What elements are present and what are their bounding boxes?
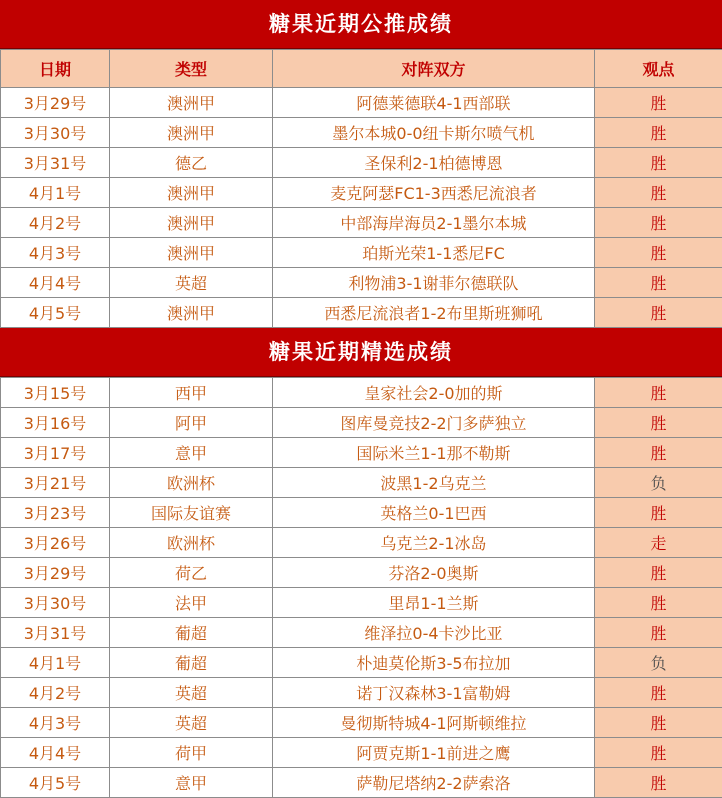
table-row	[1, 648, 722, 678]
match-cell: 朴迪莫伦斯3-5布拉加	[273, 648, 595, 678]
date-cell: 3月30号	[1, 588, 110, 618]
result-cell: 胜	[595, 408, 722, 438]
match-cell: 西悉尼流浪者1-2布里斯班狮吼	[273, 298, 595, 328]
section1-rows	[1, 88, 722, 328]
match-cell: 芬洛2-0奥斯	[273, 558, 595, 588]
result-cell: 胜	[595, 378, 722, 408]
result-cell: 胜	[595, 268, 722, 298]
result-cell: 胜	[595, 558, 722, 588]
match-cell: 阿德莱德联4-1西部联	[273, 88, 595, 118]
result-cell: 胜	[595, 298, 722, 328]
match-cell: 珀斯光荣1-1悉尼FC	[273, 238, 595, 268]
league-cell: 阿甲	[110, 408, 273, 438]
table-row	[1, 438, 722, 468]
league-cell: 英超	[110, 708, 273, 738]
result-cell: 胜	[595, 588, 722, 618]
league-cell: 意甲	[110, 768, 273, 798]
result-cell: 走	[595, 528, 722, 558]
section2-table	[0, 377, 722, 798]
date-cell: 4月4号	[1, 268, 110, 298]
league-cell: 英超	[110, 678, 273, 708]
result-cell: 胜	[595, 618, 722, 648]
table-row	[1, 208, 722, 238]
match-cell: 墨尔本城0-0纽卡斯尔喷气机	[273, 118, 595, 148]
date-cell: 4月2号	[1, 678, 110, 708]
date-cell: 3月29号	[1, 558, 110, 588]
league-cell: 英超	[110, 268, 273, 298]
section2-title: 糖果近期精选成绩	[0, 328, 722, 377]
league-cell: 澳洲甲	[110, 298, 273, 328]
table-row	[1, 498, 722, 528]
league-cell: 意甲	[110, 438, 273, 468]
league-cell: 欧洲杯	[110, 468, 273, 498]
date-cell: 3月21号	[1, 468, 110, 498]
header-result: 观点	[595, 50, 722, 88]
match-cell: 维泽拉0-4卡沙比亚	[273, 618, 595, 648]
table-row	[1, 738, 722, 768]
table-row	[1, 408, 722, 438]
result-cell: 胜	[595, 768, 722, 798]
result-cell: 胜	[595, 148, 722, 178]
match-cell: 波黑1-2乌克兰	[273, 468, 595, 498]
date-cell: 4月1号	[1, 648, 110, 678]
table-row	[1, 378, 722, 408]
date-cell: 4月5号	[1, 768, 110, 798]
date-cell: 4月1号	[1, 178, 110, 208]
date-cell: 4月2号	[1, 208, 110, 238]
date-cell: 4月3号	[1, 238, 110, 268]
date-cell: 3月29号	[1, 88, 110, 118]
table-row	[1, 178, 722, 208]
table-row	[1, 118, 722, 148]
match-cell: 利物浦3-1谢菲尔德联队	[273, 268, 595, 298]
date-cell: 3月31号	[1, 618, 110, 648]
table-row	[1, 268, 722, 298]
date-cell: 4月5号	[1, 298, 110, 328]
match-cell: 曼彻斯特城4-1阿斯顿维拉	[273, 708, 595, 738]
league-cell: 澳洲甲	[110, 208, 273, 238]
league-cell: 葡超	[110, 648, 273, 678]
header-type: 类型	[110, 50, 273, 88]
league-cell: 葡超	[110, 618, 273, 648]
league-cell: 荷甲	[110, 738, 273, 768]
league-cell: 西甲	[110, 378, 273, 408]
date-cell: 3月16号	[1, 408, 110, 438]
date-cell: 3月23号	[1, 498, 110, 528]
section1-table	[0, 49, 722, 328]
league-cell: 澳洲甲	[110, 178, 273, 208]
match-cell: 诺丁汉森林3-1富勒姆	[273, 678, 595, 708]
league-cell: 欧洲杯	[110, 528, 273, 558]
header-date: 日期	[1, 50, 110, 88]
table-row	[1, 88, 722, 118]
table-row	[1, 468, 722, 498]
league-cell: 法甲	[110, 588, 273, 618]
table-row	[1, 618, 722, 648]
table-row	[1, 768, 722, 798]
league-cell: 国际友谊赛	[110, 498, 273, 528]
result-cell: 胜	[595, 708, 722, 738]
result-cell: 胜	[595, 238, 722, 268]
result-cell: 胜	[595, 498, 722, 528]
match-cell: 皇家社会2-0加的斯	[273, 378, 595, 408]
table-row	[1, 148, 722, 178]
table-row	[1, 558, 722, 588]
table-row	[1, 588, 722, 618]
table-row	[1, 678, 722, 708]
header-match: 对阵双方	[273, 50, 595, 88]
league-cell: 澳洲甲	[110, 88, 273, 118]
match-cell: 国际米兰1-1那不勒斯	[273, 438, 595, 468]
section1-title: 糖果近期公推成绩	[0, 0, 722, 49]
match-cell: 图库曼竞技2-2门多萨独立	[273, 408, 595, 438]
date-cell: 3月26号	[1, 528, 110, 558]
match-cell: 乌克兰2-1冰岛	[273, 528, 595, 558]
league-cell: 德乙	[110, 148, 273, 178]
match-cell: 阿贾克斯1-1前进之鹰	[273, 738, 595, 768]
result-cell: 胜	[595, 738, 722, 768]
result-cell: 胜	[595, 208, 722, 238]
result-cell: 胜	[595, 178, 722, 208]
date-cell: 4月4号	[1, 738, 110, 768]
table-row	[1, 238, 722, 268]
table-row	[1, 528, 722, 558]
date-cell: 3月30号	[1, 118, 110, 148]
result-cell: 胜	[595, 88, 722, 118]
match-cell: 圣保利2-1柏德博恩	[273, 148, 595, 178]
result-cell: 胜	[595, 678, 722, 708]
table-row	[1, 708, 722, 738]
date-cell: 3月17号	[1, 438, 110, 468]
result-cell: 胜	[595, 118, 722, 148]
league-cell: 荷乙	[110, 558, 273, 588]
section2-rows	[1, 378, 722, 798]
date-cell: 3月31号	[1, 148, 110, 178]
match-cell: 麦克阿瑟FC1-3西悉尼流浪者	[273, 178, 595, 208]
league-cell: 澳洲甲	[110, 238, 273, 268]
table-header-row	[1, 50, 722, 88]
result-cell: 负	[595, 468, 722, 498]
league-cell: 澳洲甲	[110, 118, 273, 148]
match-cell: 中部海岸海员2-1墨尔本城	[273, 208, 595, 238]
match-cell: 英格兰0-1巴西	[273, 498, 595, 528]
result-cell: 负	[595, 648, 722, 678]
result-cell: 胜	[595, 438, 722, 468]
date-cell: 4月3号	[1, 708, 110, 738]
table-row	[1, 298, 722, 328]
match-cell: 里昂1-1兰斯	[273, 588, 595, 618]
date-cell: 3月15号	[1, 378, 110, 408]
match-cell: 萨勒尼塔纳2-2萨索洛	[273, 768, 595, 798]
